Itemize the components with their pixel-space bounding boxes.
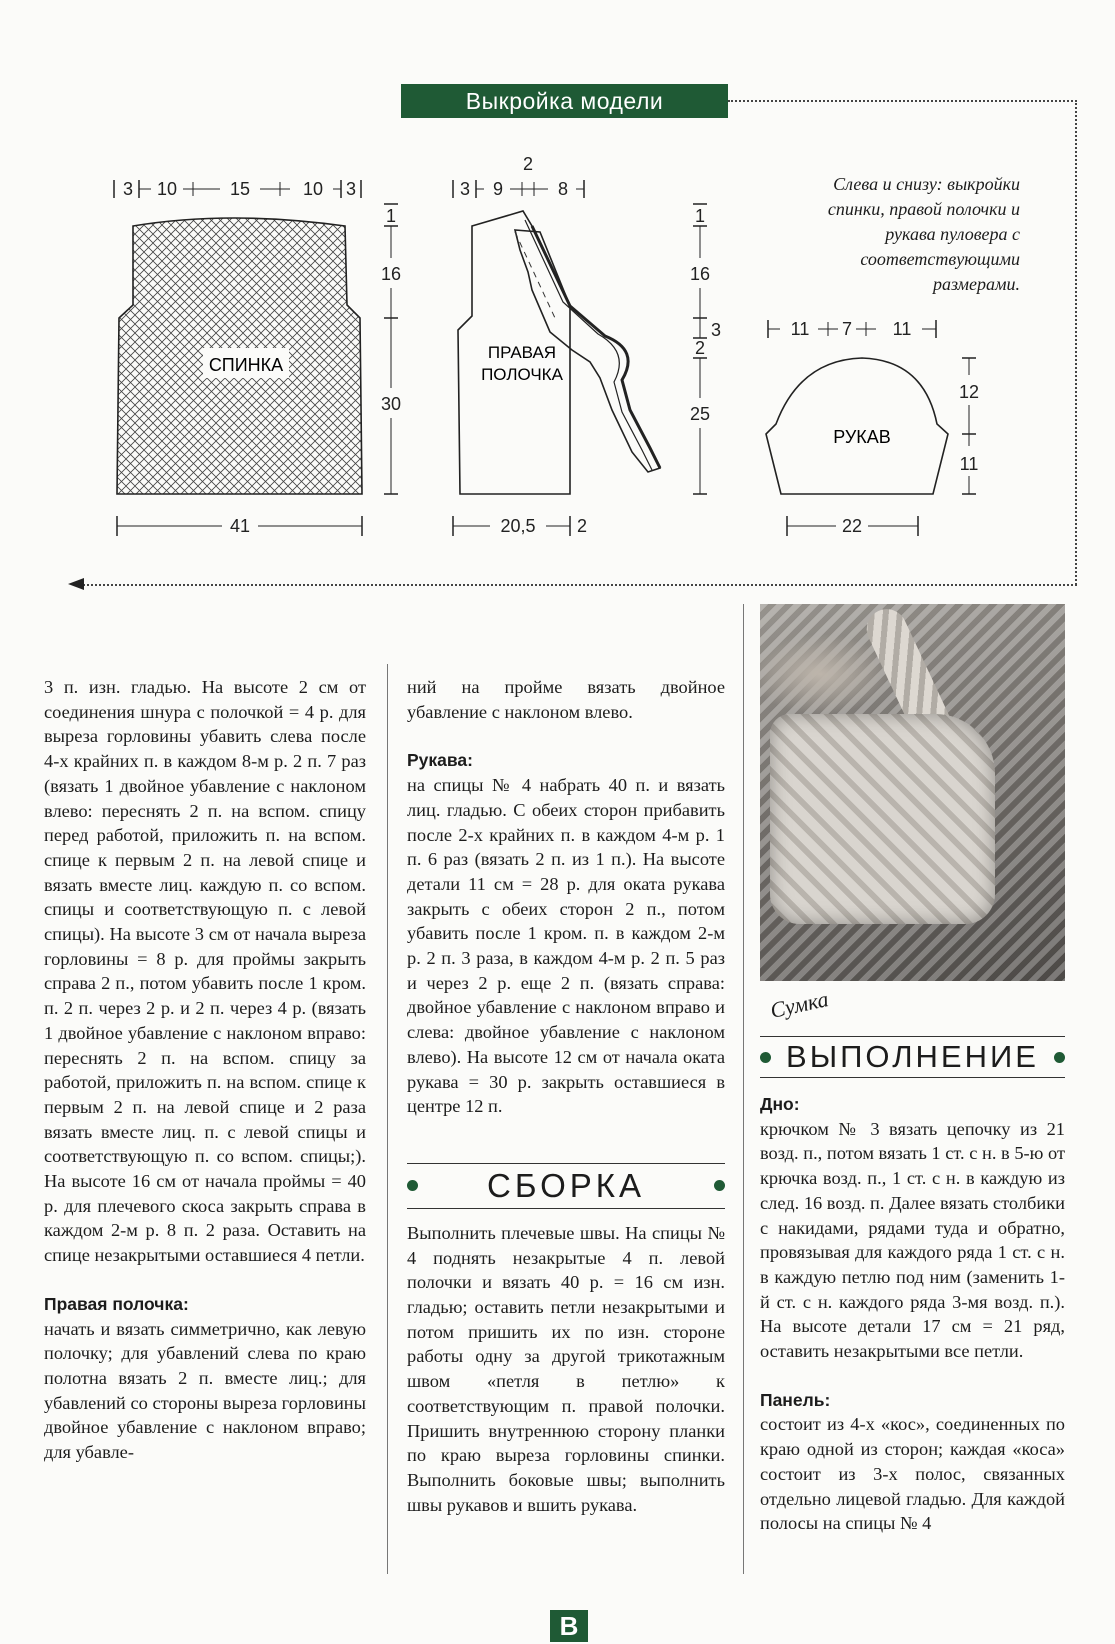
col1-paragraph-1: 3 п. изн. гладью. На высоте 2 см от соединения шнура с полочкой = 4 р. для выреза горловины убавить слева после 4-х крайних п. в каждом 8-м р. 2 п. 7 раз (вязать 1 двойное убавление с наклоном влево: переснять 2 п. на вспом. спицу перед работой, приложить п. на вспом. спице к первым 2 п. на левой спице и вязать вместе лиц. каждую п. со вспом. спицы и соответствующую п. с левой спицы). На высоте 3 см от начала выреза горловины = 8 р. для проймы закрыть справа 2 п., потом убавить после 1 кром. п. 2 п. через 2 р. и 2 п. через 4 р. (вязать 1 двойное убавление с наклоном вправо: переснять 2 п. на вспом. спицу за работой, приложить п. на вспом. спице к первым 2 п. на левой спице и 2 раза вязать вместе лиц. п. с левой спицы и соответствующую п. со вспом. спицы;). На высоте 16 см от начала проймы = 40 р. для плечевого скоса закрыть справа в каждом 2-м р. 8 п. 2 раза. Оставить на спице незакрытыми оставшиеся 4 петли. <box>44 677 366 1266</box>
execution-title: ВЫПОЛНЕНИЕ <box>786 1039 1039 1074</box>
diagram-note: Слева и снизу: выкройки спинки, правой полочки и рукава пуловера с соответствующими размерами. <box>827 174 1020 294</box>
front-dim-right-2: 16 <box>689 264 711 284</box>
col3-subheading-bottom: Дно: <box>760 1094 800 1114</box>
col3-subheading-panel: Панель: <box>760 1389 831 1410</box>
section-heading-execution <box>760 1036 1065 1078</box>
bullet-icon <box>760 1052 771 1063</box>
back-dim-top-2: 10 <box>156 179 178 199</box>
col2-paragraph-3: Выполнить плечевые швы. На спицы № 4 поднять незакрытые 4 п. левой полочки и вязать 40 р. = 16 см изн. гладью; оставить петли незакрытыми и потом пришить их по изн. стороне работы одну за другой трикотажным швом «петля в петлю» к соответствующим п. правой полочки. Пришить внутреннюю сторону планки по краю выреза горловины спинки. Выполнить боковые швы; выполнить швы рукавов и вшить рукава. <box>407 1222 725 1515</box>
back-dim-bottom: 41 <box>229 516 251 536</box>
page-marker: B <box>550 1610 588 1642</box>
assembly-title: СБОРКА <box>486 1166 646 1204</box>
sleeve-piece <box>766 319 979 536</box>
column-1 <box>44 675 366 1465</box>
bullet-icon <box>714 1180 725 1191</box>
photo-caption: Сумка <box>767 986 831 1023</box>
col3-paragraph-2: состоит из 4-х «кос», соединенных по краю одной из сторон; каждая «коса» состоит из 3-х полос, связанных отдельно лицевой гладью. Для каждой полосы на спицы № 4 <box>760 1414 1065 1534</box>
col2-paragraph-2: на спицы № 4 набрать 40 п. и вязать лиц. гладью. С обеих сторон прибавить после 2-х крайних п. в каждом 4-м р. 1 п. 6 раз (вязать 2 п. из 1 п.). На высоте детали 11 см = 28 р. для оката рукава закрыть с обеих сторон 2 п., потом убавить после 1 кром. п. в каждом 2-м р. 2 п. 3 раза, в каждом 4-м р. 2 п. 5 раз и через 2 р. еще 2 п. (вязать справа: двойное убавление с наклоном вправо и слева: двойное убавление с наклоном влево). На высоте 12 см от начала оката рукава = 30 р. закрыть оставшиеся в центре 12 п. <box>407 775 725 1117</box>
pattern-diagrams <box>0 0 1115 600</box>
sleeve-dim-top-3: 11 <box>892 319 912 339</box>
back-piece <box>114 179 401 536</box>
front-dim-bottom-2: 2 <box>576 516 588 536</box>
col1-subheading-right-front: Правая полочка: <box>44 1293 189 1314</box>
section-heading-assembly <box>407 1163 725 1209</box>
front-dim-right-1: 1 <box>694 206 706 226</box>
front-dim-top-4: 8 <box>557 179 569 199</box>
front-dim-top-3: 2 <box>522 154 534 174</box>
sleeve-dim-top-2: 7 <box>841 319 853 339</box>
front-label-line2: ПОЛОЧКА <box>481 365 563 384</box>
front-dim-top-2: 9 <box>492 179 504 199</box>
front-dim-top-1: 3 <box>459 179 471 199</box>
front-dim-right-3: 3 <box>710 320 722 340</box>
column-2 <box>407 675 725 1517</box>
bullet-icon <box>1054 1052 1065 1063</box>
col3-paragraph-1: крючком № 3 вязать цепочку из 21 возд. п., потом вязать 1 ст. с н. в 5-ю от крючка возд. п., 1 ст. с н. в каждую из след. 16 возд. п. Далее вязать столбики с накидами, рядами туда и обратно, провязывая для каждого ряда 1 ст. с н. в каждую петлю под ним (заменить 1-й ст. с н. каждого ряда 3-мя возд. п.). На высоте детали 17 см = 21 ряд, оставить незакрытыми все петли. <box>760 1118 1065 1362</box>
sleeve-label: РУКАВ <box>833 427 891 447</box>
back-dim-right-2: 16 <box>380 264 402 284</box>
col2-subheading-sleeves: Рукава: <box>407 750 473 771</box>
front-dim-bottom-1: 20,5 <box>500 516 536 536</box>
pattern-title: Выкройка модели <box>465 87 664 114</box>
bag-photo <box>760 604 1065 981</box>
bullet-icon <box>407 1180 418 1191</box>
back-label: СПИНКА <box>208 355 284 375</box>
back-dim-top-3: 15 <box>229 179 251 199</box>
column-divider-1 <box>387 664 388 1574</box>
back-dim-top-5: 3 <box>345 179 357 199</box>
front-dim-right-4: 2 <box>694 338 706 358</box>
col2-paragraph-1: ний на пройме вязать двойное убавление с наклоном влево. <box>407 677 725 722</box>
back-dim-right-3: 30 <box>380 394 402 414</box>
sleeve-dim-bottom: 22 <box>841 516 863 536</box>
sleeve-dim-top-1: 11 <box>790 319 810 339</box>
back-dim-right-1: 1 <box>385 206 397 226</box>
column-divider-2 <box>743 604 744 1574</box>
col1-paragraph-2: начать и вязать симметрично, как левую полочку; для убавлений слева по краю полотна вязать 2 п. вместе лиц.; для убавлений со стороны выреза горловины двойное убавление с наклоном вправо; для убавле- <box>44 1318 366 1463</box>
right-front-piece <box>453 154 721 536</box>
bag-body <box>770 714 995 924</box>
front-dim-right-5: 25 <box>689 404 711 424</box>
column-3 <box>760 1092 1065 1536</box>
sleeve-dim-right-2: 11 <box>959 454 979 474</box>
sleeve-dim-right-1: 12 <box>958 382 980 402</box>
back-dim-top-4: 10 <box>302 179 324 199</box>
front-label-line1: ПРАВАЯ <box>487 343 557 362</box>
back-dim-top-1: 3 <box>122 179 134 199</box>
